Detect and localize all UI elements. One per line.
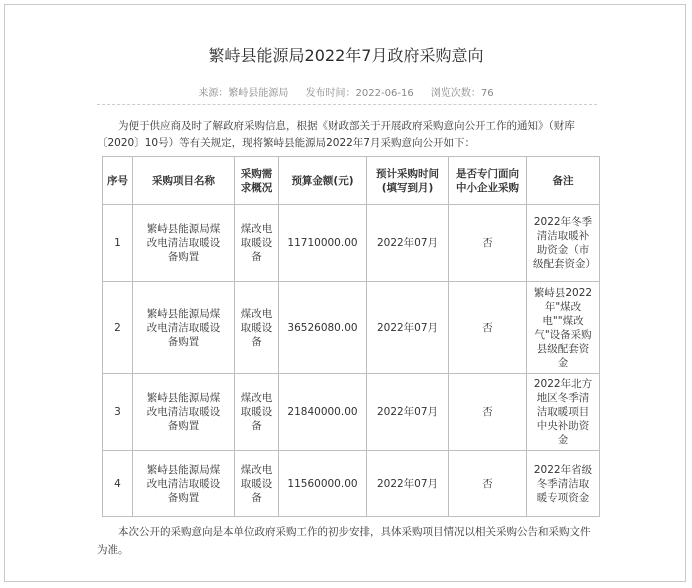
- header-seq: 序号: [103, 157, 133, 205]
- cell-needs: 煤改电取暖设备: [235, 282, 279, 374]
- divider: [97, 104, 597, 105]
- table-row: [103, 282, 600, 374]
- article-meta: [5, 84, 687, 99]
- source-label: 来源：繁峙县能源局: [198, 88, 289, 99]
- cell-sme: 否: [449, 205, 527, 282]
- cell-name: 繁峙县能源局煤改电清洁取暖设备购置: [133, 205, 235, 282]
- cell-budget: 36526080.00: [279, 282, 367, 374]
- header-sme: 是否专门面向中小企业采购: [449, 157, 527, 205]
- procurement-table: [102, 156, 600, 517]
- publish-date: 发布时间：2022-06-16: [305, 88, 414, 99]
- table-header-row: [103, 157, 600, 205]
- table-row: [103, 374, 600, 451]
- cell-remark: 2022年省级冬季清洁取暖专项资金: [527, 451, 600, 517]
- header-name: 采购项目名称: [133, 157, 235, 205]
- cell-budget: 11710000.00: [279, 205, 367, 282]
- article-frame: [4, 4, 686, 582]
- cell-remark: 2022年北方地区冬季清洁取暖项目中央补助资金: [527, 374, 600, 451]
- cell-sme: 否: [449, 451, 527, 517]
- table-row: [103, 205, 600, 282]
- view-count: 浏览次数：76: [430, 88, 494, 99]
- cell-seq: 4: [103, 451, 133, 517]
- cell-time: 2022年07月: [367, 451, 449, 517]
- cell-name: 繁峙县能源局煤改电清洁取暖设备购置: [133, 282, 235, 374]
- cell-remark: 2022年冬季清洁取暖补助资金（市级配套资金）: [527, 205, 600, 282]
- cell-time: 2022年07月: [367, 205, 449, 282]
- cell-budget: 11560000.00: [279, 451, 367, 517]
- cell-remark: 繁峙县2022年"煤改电""煤改气"设备采购县级配套资金: [527, 282, 600, 374]
- header-budget: 预算金额(元): [279, 157, 367, 205]
- header-time: 预计采购时间(填写到月): [367, 157, 449, 205]
- page-title: 繁峙县能源局2022年7月政府采购意向: [208, 46, 484, 65]
- table-row: [103, 451, 600, 517]
- intro-paragraph: 为便于供应商及时了解政府采购信息，根据《财政部关于开展政府采购意向公开工作的通知》（财库〔2020〕10号）等有关规定，现将繁峙县能源局2022年7月采购意向公开如下：: [97, 120, 575, 149]
- cell-seq: 3: [103, 374, 133, 451]
- header-remark: 备注: [527, 157, 600, 205]
- cell-needs: 煤改电取暖设备: [235, 451, 279, 517]
- cell-sme: 否: [449, 282, 527, 374]
- header-needs: 采购需求概况: [235, 157, 279, 205]
- cell-time: 2022年07月: [367, 374, 449, 451]
- cell-budget: 21840000.00: [279, 374, 367, 451]
- cell-sme: 否: [449, 374, 527, 451]
- cell-time: 2022年07月: [367, 282, 449, 374]
- cell-seq: 2: [103, 282, 133, 374]
- footer-paragraph: 本次公开的采购意向是本单位政府采购工作的初步安排，具体采购项目情况以相关采购公告和采购文件为准。: [97, 526, 591, 556]
- cell-seq: 1: [103, 205, 133, 282]
- cell-needs: 煤改电取暖设备: [235, 374, 279, 451]
- cell-needs: 煤改电取暖设备: [235, 205, 279, 282]
- cell-name: 繁峙县能源局煤改电清洁取暖设备购置: [133, 374, 235, 451]
- cell-name: 繁峙县能源局煤改电清洁取暖设备购置: [133, 451, 235, 517]
